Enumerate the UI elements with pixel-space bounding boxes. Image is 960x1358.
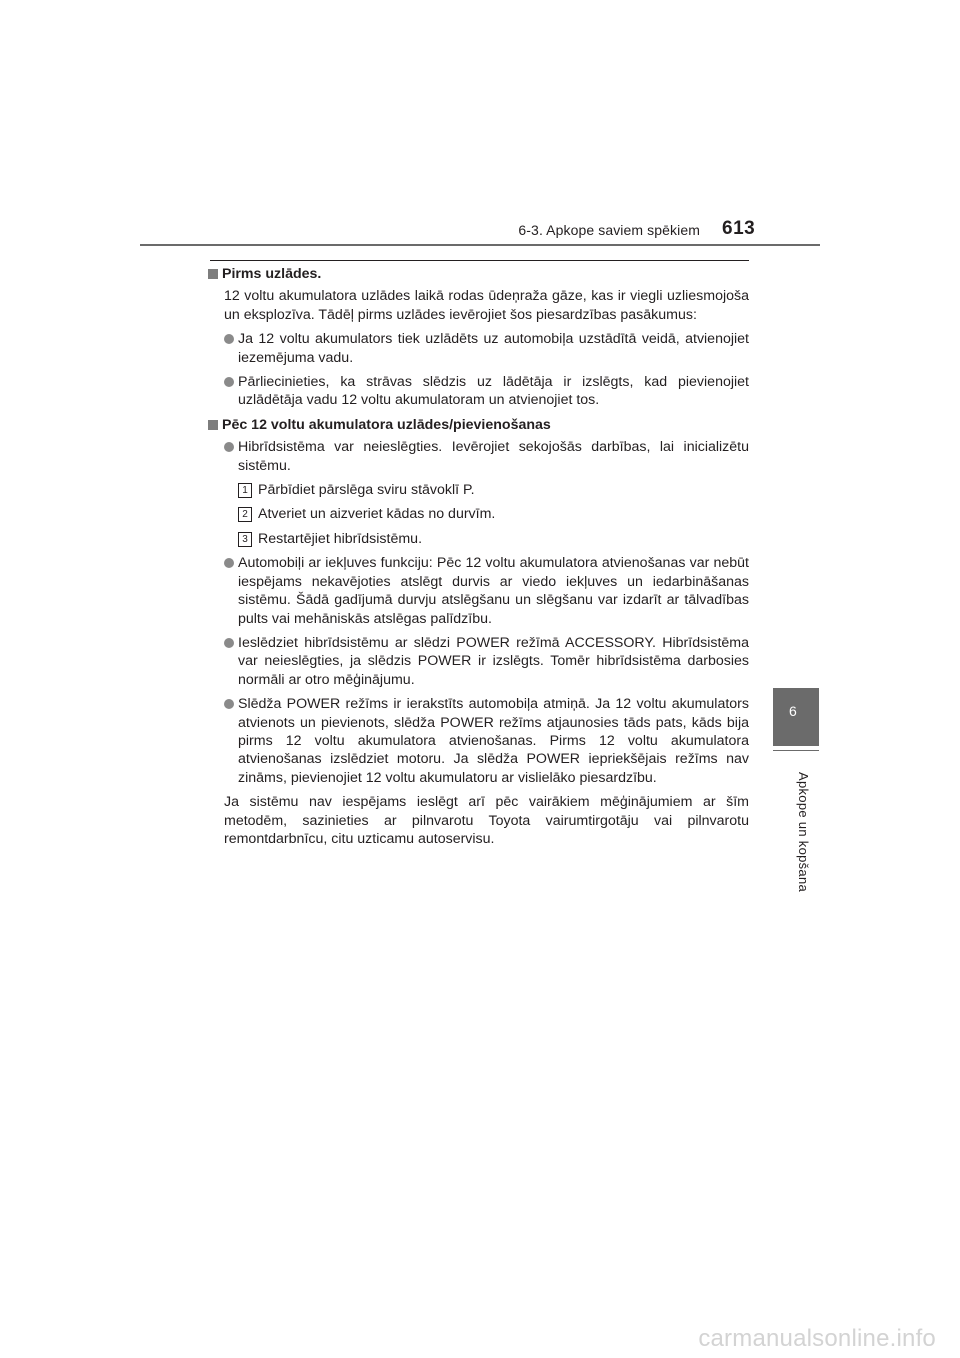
list-item	[224, 554, 749, 628]
circle-bullet-icon	[224, 377, 234, 387]
chapter-tab-divider	[773, 750, 819, 751]
paragraph: 12 voltu akumulatora uzlādes laikā rodas ūdeņraža gāze, kas ir viegli uzliesmojoša un eksplozīva. Tādēļ pirms uzlādes ievērojiet šos piesardzības pasākumus:	[224, 288, 749, 323]
list-item	[224, 373, 749, 410]
step-number-box: 2	[238, 507, 252, 522]
page-number: 613	[722, 218, 756, 239]
square-bullet-icon	[208, 269, 218, 279]
watermark-text: carmanualsonline.info	[698, 1325, 936, 1352]
circle-bullet-icon	[224, 699, 234, 709]
list-item-text: Ja 12 voltu akumulators tiek uzlādēts uz automobiļa uzstādītā veidā, atvienojiet iezemējuma vadu.	[238, 331, 749, 366]
circle-bullet-icon	[224, 558, 234, 568]
step-number-box: 1	[238, 483, 252, 498]
step-item	[238, 530, 749, 548]
step-number-box: 3	[238, 532, 252, 547]
list-item	[224, 438, 749, 475]
circle-bullet-icon	[224, 442, 234, 452]
list-item-text: Slēdža POWER režīms ir ierakstīts automobiļa atmiņā. Ja 12 voltu akumulators atvienots un pievienots, slēdža POWER režīms atjaunosies tāds pats, kāds bija pirms 12 voltu akumulatora atvienošanas. Pirms 12 voltu akumulatora atvienošanas izslēdziet motoru. Ja slēdža POWER iepriekšējais režīms nav zināms, pievienojiet 12 voltu akumulatoru ar vislielāko piesardzību.	[238, 696, 749, 786]
section-divider	[210, 260, 749, 261]
section-heading-text: Pēc 12 voltu akumulatora uzlādes/pievienošanas	[222, 416, 551, 433]
paragraph: Ja sistēmu nav iespējams ieslēgt arī pēc vairākiem mēģinājumiem ar šīm metodēm, sazinieties ar pilnvarotu Toyota vairumtirgotāju vai pilnvarotu remontdarbnīcu, citu uzticamu autoservisu.	[224, 794, 749, 847]
circle-bullet-icon	[224, 334, 234, 344]
square-bullet-icon	[208, 420, 218, 430]
section-heading	[208, 416, 749, 434]
section-heading	[208, 265, 749, 283]
step-text: Pārbīdiet pārslēga sviru stāvoklī P.	[258, 482, 475, 499]
watermark	[0, 1320, 960, 1358]
list-item-text: Hibrīdsistēma var neieslēgties. Ievērojiet sekojošās darbības, lai inicializētu sistēmu.	[238, 439, 749, 474]
step-text: Atveriet un aizveriet kādas no durvīm.	[258, 506, 496, 523]
header-section-title: 6-3. Apkope saviem spēkiem	[518, 222, 700, 238]
chapter-tab-label: Apkope un kopšana	[796, 772, 811, 893]
list-item-text: Ieslēdziet hibrīdsistēmu ar slēdzi POWER režīmā ACCESSORY. Hibrīdsistēma var neieslēgties, ja slēdzis POWER ir izslēgts. Tomēr hibrīdsistēma darbosies normāli ar otro mēģinājumu.	[238, 634, 749, 688]
step-text: Restartējiet hibrīdsistēmu.	[258, 530, 423, 547]
circle-bullet-icon	[224, 638, 234, 648]
list-item-text: Automobiļi ar iekļuves funkciju: Pēc 12 voltu akumulatora atvienošanas var nebūt iespējams nekavējoties atslēgt durvis ar viedo iekļuves un iedarbināšanas sistēmu. Šādā gadījumā durvju atslēgšanu un slēgšanu var izdarīt ar tālvadības pults vai mehāniskās atslēgas palīdzību.	[238, 555, 749, 627]
step-item	[238, 481, 749, 499]
page-content	[208, 265, 749, 854]
step-item	[238, 505, 749, 523]
list-item	[224, 634, 749, 689]
chapter-tab-number: 6	[789, 703, 797, 719]
list-item	[224, 330, 749, 367]
section-heading-text: Pirms uzlādes.	[222, 266, 322, 282]
list-item	[224, 695, 749, 787]
header-divider	[140, 244, 820, 246]
list-item-text: Pārliecinieties, ka strāvas slēdzis uz lādētāja ir izslēgts, kad pievienojiet uzlādētāja vadu 12 voltu akumulatoram un atvienojiet tos.	[238, 374, 749, 409]
